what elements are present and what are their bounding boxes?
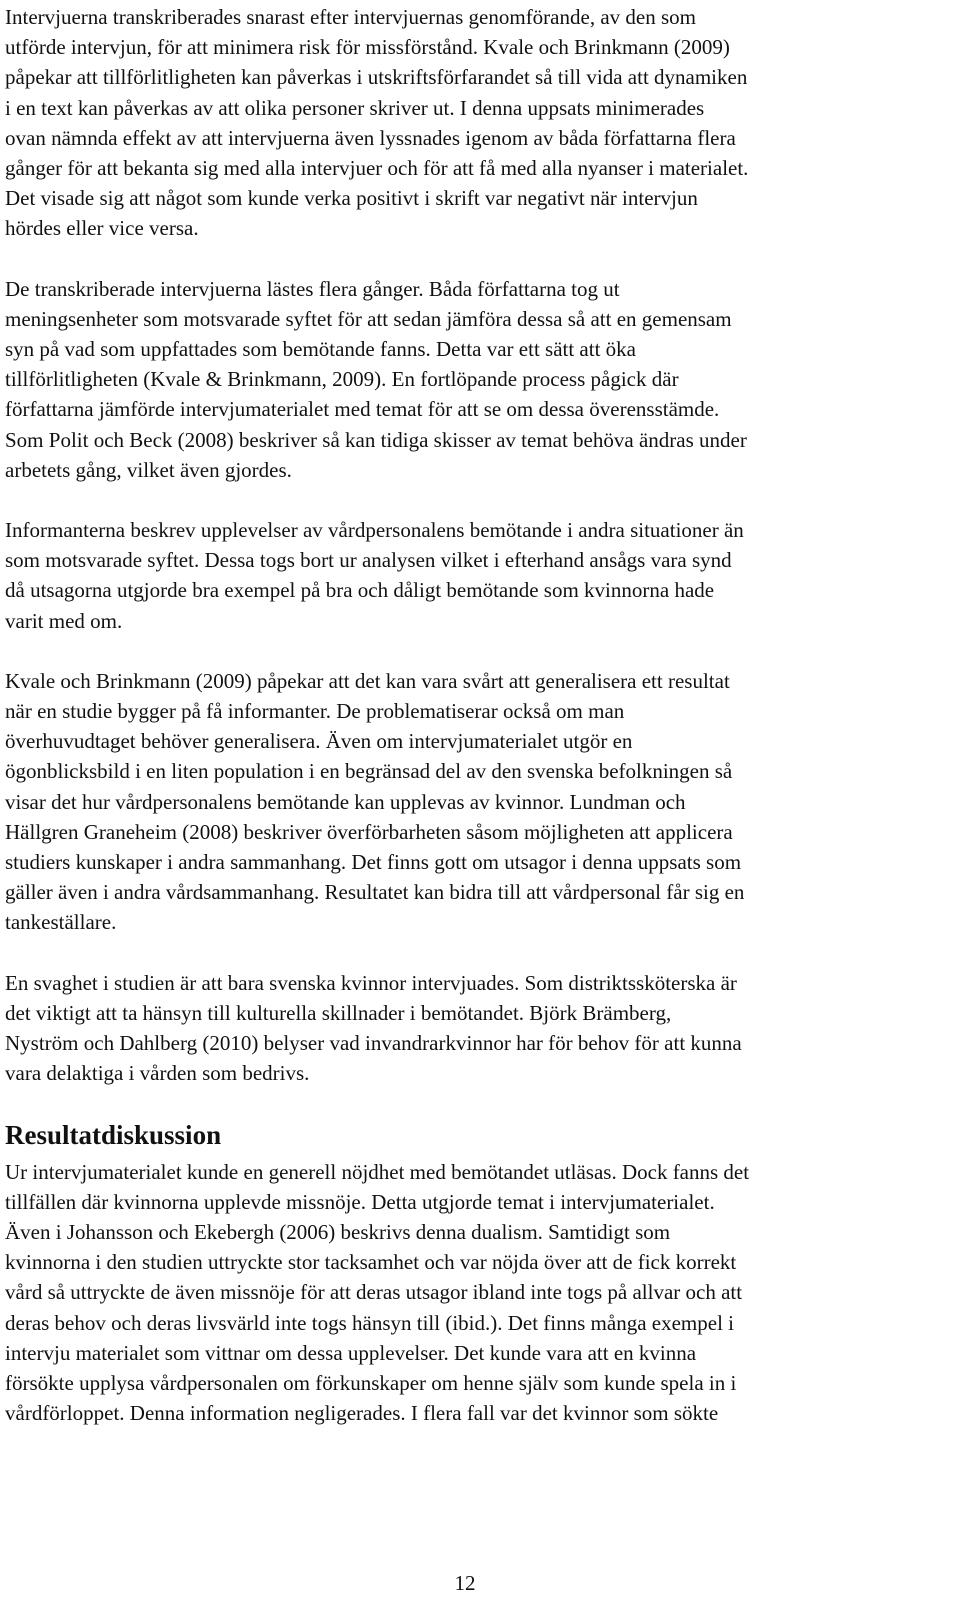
text-line: i en text kan påverkas av att olika personer skriver ut. I denna uppsats minimerades [5,95,705,120]
text-line: Som Polit och Beck (2008) beskriver så kan tidiga skisser av temat behöva ändras under [5,427,747,452]
text-line: då utsagorna utgjorde bra exempel på bra och dåligt bemötande som kvinnorna hade [5,578,715,603]
page-number: 12 [454,1571,476,1595]
text-line: deras behov och deras livsvärld inte togs hänsyn till (ibid.). Det finns många exempel i [5,1310,734,1335]
text-line: vara delaktiga i vården som bedrivs. [5,1061,310,1086]
text-line: Det visade sig att något som kunde verka positivt i skrift var negativt när intervjun [5,186,698,211]
text-line: tankeställare. [5,910,117,935]
text-line: visar det hur vårdpersonalens bemötande kan upplevas av kvinnor. Lundman och [5,789,686,814]
text-line: Hällgren Graneheim (2008) beskriver överförbarheten såsom möjligheten att applicera [5,819,733,844]
paragraph [5,274,935,485]
text-line: påpekar att tillförlitligheten kan påverkas i utskriftsförfarandet så till vida att dynamiken [5,65,748,90]
text-line: Ur intervjumaterialet kunde en generell nöjdhet med bemötandet utläsas. Dock fanns det [5,1159,750,1184]
text-line: arbetets gång, vilket även gjordes. [5,457,292,482]
body-text-top [5,2,935,1089]
text-line: varit med om. [5,608,123,633]
text-line: studiers kunskaper i andra sammanhang. Det finns gott om utsagor i denna uppsats som [5,850,742,875]
paragraph [5,2,935,244]
text-line: Nyström och Dahlberg (2010) belyser vad invandrarkvinnor har för behov för att kunna [5,1031,742,1056]
text-line: försökte upplysa vårdpersonalen om förkunskaper om henne själv som kunde spela in i [5,1370,737,1395]
text-line: En svaghet i studien är att bara svenska kvinnor intervjuades. Som distriktssköterska är [5,970,737,995]
text-line: tillförlitligheten (Kvale & Brinkmann, 2009). En fortlöpande process pågick där [5,367,679,392]
text-line: det viktigt att ta hänsyn till kulturella skillnader i bemötandet. Björk Brämberg, [5,1000,672,1025]
text-line: gäller även i andra vårdsammanhang. Resultatet kan bidra till att vårdpersonal får sig en [5,880,745,905]
section-heading: Resultatdiskussion [5,1119,222,1150]
paragraph [5,666,935,938]
paragraph [5,968,935,1089]
body-text-bottom [5,1157,935,1429]
text-line: meningsenheter som motsvarade syftet för att sedan jämföra dessa så att en gemensam [5,306,732,331]
text-line: som motsvarade syftet. Dessa togs bort ur analysen vilket i efterhand ansågs vara synd [5,548,732,573]
text-line: Även i Johansson och Ekebergh (2006) beskrivs denna dualism. Samtidigt som [5,1219,671,1244]
text-line: ögonblicksbild i en liten population i en begränsad del av den svenska befolkningen så [5,759,733,784]
text-line: utförde intervjun, för att minimera risk för missförstånd. Kvale och Brinkmann (2009) [5,35,730,60]
text-line: gånger för att bekanta sig med alla intervjuer och för att få med alla nyanser i materialet. [5,156,749,181]
text-line: vårdförloppet. Denna information negligerades. I flera fall var det kvinnor som sökte [5,1401,719,1426]
paragraph [5,515,935,636]
text-line: Informanterna beskrev upplevelser av vårdpersonalens bemötande i andra situationer än [5,518,744,543]
text-line: Intervjuerna transkriberades snarast efter intervjuernas genomförande, av den som [5,5,696,29]
text-line: ovan nämnda effekt av att intervjuerna även lyssnades igenom av båda författarna flera [5,125,736,150]
document-page [5,2,935,1458]
paragraph [5,1157,935,1429]
text-line: tillfällen där kvinnorna upplevde missnöje. Detta utgjorde temat i intervjumaterialet. [5,1189,715,1214]
text-line: intervju materialet som vittnar om dessa upplevelser. Det kunde vara att en kvinna [5,1340,697,1365]
text-line: när en studie bygger på få informanter. De problematiserar också om man [5,699,625,724]
text-line: författarna jämförde intervjumaterialet med temat för att se om dessa överensstämde. [5,397,720,422]
text-line: syn på vad som uppfattades som bemötande fanns. Detta var ett sätt att öka [5,337,636,362]
text-line: överhuvudtaget behöver generalisera. Även om intervjumaterialet utgör en [5,729,633,754]
text-line: Kvale och Brinkmann (2009) påpekar att det kan vara svårt att generalisera ett resultat [5,668,730,693]
text-line: kvinnorna i den studien uttryckte stor tacksamhet och var nöjda över att de fick korrekt [5,1250,737,1275]
text-line: De transkriberade intervjuerna lästes flera gånger. Båda författarna tog ut [5,276,620,301]
text-line: hördes eller vice versa. [5,216,199,241]
text-line: vård så uttryckte de även missnöje för att deras utsagor ibland inte togs på allvar och att [5,1280,743,1305]
